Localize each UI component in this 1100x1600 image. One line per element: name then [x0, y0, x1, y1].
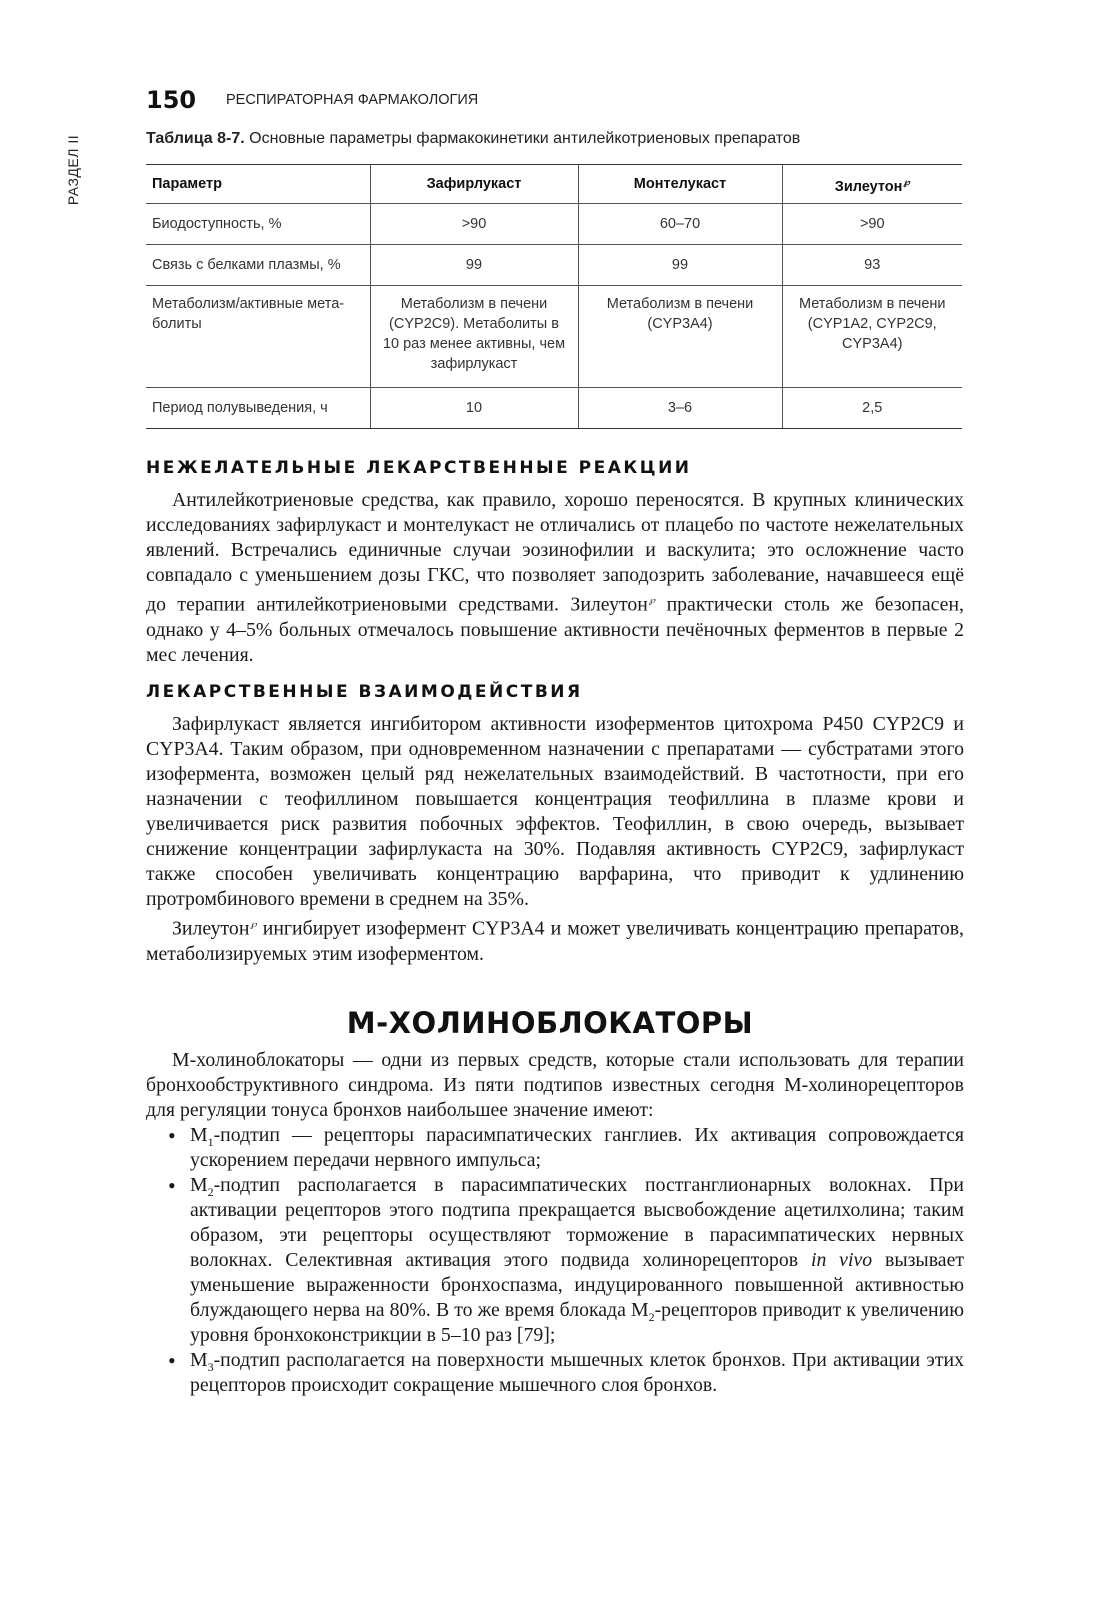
table-cell: 99	[370, 245, 578, 286]
italic-term: in vivo	[810, 1249, 873, 1271]
m-cholinoblockers-text	[146, 1048, 964, 1398]
table-cell: Метаболизм/активные мета- болиты	[146, 286, 370, 388]
receptor-subscript: 3	[207, 1359, 214, 1374]
table-row	[146, 204, 962, 245]
table-header-cell-text: Зилеутон	[834, 178, 903, 195]
receptor-subscript: 2	[207, 1184, 214, 1199]
list-item-text: -подтип располагается в парасимпатических постганглионарных волокнах. При активации рецепторов этого подтипа прекращается высвобождение ацетилхолина; таким образом, эти рецепторы осуществляют торможение в парасимпатических нервных волокнах. Селективная активация этого подвида холинорецепторов	[190, 1174, 964, 1271]
table-cell: Биодоступность, %	[146, 204, 370, 245]
receptor-letter: М	[190, 1349, 208, 1371]
paragraph: Зафирлукаст является ингибитором активности изоферментов цитохрома P450 CYP2C9 и CYP3A4. Таким образом, при одновременном назначении с препаратами — субстратами этого изофермента, возможен целый ряд нежелательных взаимодействий. В частотности, при его назначении с теофиллином повышается концентрация теофиллина в плазме крови и увеличивается риск развития побочных эффектов. Теофиллин, в свою очередь, вызывает снижение концентрации зафирлукаста на 30%. Подавляя активность CYP2C9, зафирлукаст также способен увеличивать концентрацию варфарина, что приводит к удлинению протромбинового времени в среднем на 35%.	[146, 713, 964, 910]
table-caption-text: Основные параметры фармакокинетики антилейкотриеновых препаратов	[249, 130, 801, 147]
receptor-subscript: 2	[648, 1309, 655, 1324]
page-header	[146, 86, 966, 120]
unregistered-drug-mark-icon: ℘	[648, 595, 656, 605]
table-header-cell: Монтелукаст	[578, 165, 782, 204]
table-header-cell	[782, 165, 962, 204]
table-cell: >90	[782, 204, 962, 245]
table-cell: Период полувыведения, ч	[146, 388, 370, 429]
table-row	[146, 286, 962, 388]
table-cell: Связь с белками плазмы, %	[146, 245, 370, 286]
section-side-tab-label: РАЗДЕЛ II	[65, 134, 81, 206]
list-item-text: -подтип — рецепторы парасимпатических ганглиев. Их активация сопровождается ускорением передачи нервного импульса;	[190, 1124, 964, 1171]
paragraph: М-холиноблокаторы — одни из первых средств, которые стали использовать для терапии бронхообструктивного синдрома. Из пяти подтипов известных сегодня М-холинорецепторов для регуляции тонуса бронхов наибольшее значение имеют:	[146, 1049, 964, 1121]
list-item-text: вызывает уменьшение выраженности бронхоспазма, индуцированного повышенной активностью блуждающего нерва на 80%. В то же время блокада М	[190, 1249, 965, 1321]
table-cell: 3–6	[578, 388, 782, 429]
table-cell: 2,5	[782, 388, 962, 429]
receptor-subscript: 1	[207, 1134, 214, 1149]
table-header-cell: Параметр	[146, 165, 370, 204]
drug-interactions-text	[146, 712, 964, 967]
section-heading-drug-interactions: ЛЕКАРСТВЕННЫЕ ВЗАИМОДЕЙСТВИЯ	[146, 682, 583, 702]
list-item	[146, 1348, 964, 1398]
table-cell: Метаболизм в печени (CYP3A4)	[578, 286, 782, 388]
list-item	[146, 1123, 964, 1173]
unregistered-drug-mark-icon: ℘	[903, 176, 910, 187]
list-item-text: -рецепторов приводит к увеличению уровня бронхоконстрикции в 5–10 раз [79];	[190, 1299, 964, 1346]
page-number: 150	[146, 86, 197, 114]
list-item-text: -подтип располагается на поверхности мышечных клеток бронхов. При активации этих рецепторов происходит сокращение мышечного слоя бронхов.	[190, 1349, 964, 1396]
pharmacokinetics-table	[146, 164, 962, 429]
table-cell: 93	[782, 245, 962, 286]
table-caption-label: Таблица 8-7.	[146, 130, 245, 147]
table-cell: Метаболизм в печени (CYP1A2, CYP2C9, CYP3A4)	[782, 286, 962, 388]
unregistered-drug-mark-icon: ℘	[250, 919, 257, 929]
table-row	[146, 388, 962, 429]
table-row	[146, 245, 962, 286]
table-cell: >90	[370, 204, 578, 245]
paragraph-text: Антилейкотриеновые средства, как правило, хорошо переносятся. В крупных клинических исследованиях зафирлукаст и монтелукаст не отличались от плацебо по частоте нежелательных явлений. Встречались единичные случаи эозинофилии и васкулита; это осложнение часто совпадало с уменьшением дозы ГКС, что позволяет заподозрить заболевание, начавшееся ещё до терапии антилейкотриеновыми средствами. Зилеутон	[146, 489, 964, 616]
table-caption	[146, 130, 966, 148]
receptor-letter: М	[190, 1174, 208, 1196]
table-cell: 60–70	[578, 204, 782, 245]
receptor-subtype-list	[146, 1123, 964, 1398]
paragraph	[146, 912, 964, 967]
section-side-tab	[58, 120, 88, 220]
receptor-letter: М	[190, 1124, 208, 1146]
paragraph-text: практически столь же безопасен, однако у 4–5% больных отмечалось повышение активности печёночных ферментов в первые 2 мес лечения.	[146, 593, 964, 666]
table-cell: 99	[578, 245, 782, 286]
table-cell: Метаболизм в печени (CYP2C9). Метаболиты в 10 раз менее активны, чем зафирлукаст	[370, 286, 578, 388]
chapter-heading-m-cholinoblockers: М-ХОЛИНОБЛОКАТОРЫ	[346, 1006, 754, 1040]
table-cell: 10	[370, 388, 578, 429]
section-heading-adverse-reactions: НЕЖЕЛАТЕЛЬНЫЕ ЛЕКАРСТВЕННЫЕ РЕАКЦИИ	[146, 458, 692, 478]
paragraph-text: Зилеутон	[172, 917, 250, 940]
paragraph-text: ингибирует изофермент CYP3A4 и может увеличивать концентрацию препаратов, метаболизируемых этим изоферментом.	[146, 917, 964, 965]
running-title: РЕСПИРАТОРНАЯ ФАРМАКОЛОГИЯ	[226, 92, 479, 108]
adverse-reactions-text	[146, 488, 964, 668]
list-item	[146, 1173, 964, 1348]
paragraph	[146, 488, 964, 668]
table-header-cell: Зафирлукаст	[370, 165, 578, 204]
table-header-row	[146, 165, 962, 204]
